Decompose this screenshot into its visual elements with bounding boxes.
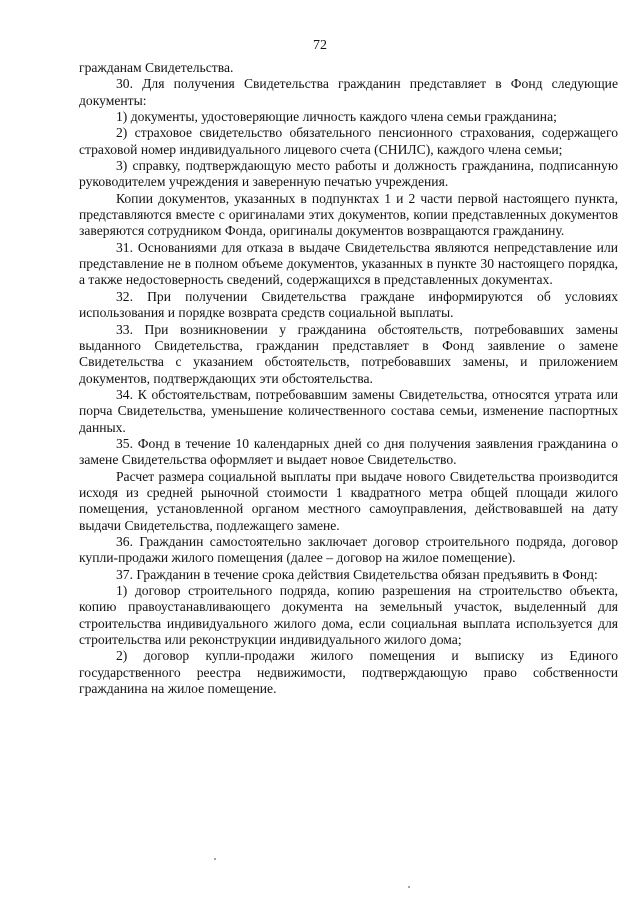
paragraph-item-33: 33. При возникновении у гражданина обстоятельств, потребовавших замены выданного Свидетельства, гражданин представляет в Фонд заявление о замене Свидетельства с указанием обстоятельств, потребовавших замены, и приложением документов, подтверждающих эти обстоятельства. <box>79 321 618 386</box>
paragraph-item-35-calculation: Расчет размера социальной выплаты при выдаче нового Свидетельства производится исходя из средней рыночной стоимости 1 квадратного метра общей площади жилого помещения, установленной органом местного самоуправления, действовавшей на дату выдачи Свидетельства, подлежащего замене. <box>79 468 618 533</box>
scan-speck <box>214 858 216 860</box>
scan-speck <box>408 886 410 888</box>
paragraph-item-31: 31. Основаниями для отказа в выдаче Свидетельства являются непредставление или представление не в полном объеме документов, указанных в пункте 30 настоящего порядка, а также недостоверность сведений, содержащихся в представленных документах. <box>79 239 618 288</box>
paragraph-item-37-sub-2: 2) договор купли-продажи жилого помещения и выписку из Единого государственного реестра недвижимости, подтверждающую право собственности гражданина на жилое помещение. <box>79 648 618 697</box>
paragraph-item-34: 34. К обстоятельствам, потребовавшим замены Свидетельства, относятся утрата или порча Свидетельства, уменьшение количественного состава семьи, изменение паспортных данных. <box>79 386 618 435</box>
paragraph-item-30-sub-2: 2) страховое свидетельство обязательного пенсионного страхования, содержащего страховой номер индивидуального лицевого счета (СНИЛС), каждого члена семьи; <box>79 125 618 157</box>
paragraph-item-30-sub-3: 3) справку, подтверждающую место работы и должность гражданина, подписанную руководителем учреждения и заверенную печатью учреждения. <box>79 158 618 190</box>
paragraph-item-37-sub-1: 1) договор строительного подряда, копию разрешения на строительство объекта, копию правоустанавливающего документа на земельный участок, выделенный для строительства индивидуального жилого дома, если социальная выплата используется для строительства или реконструкции индивидуального жилого дома; <box>79 583 618 648</box>
paragraph-item-30-sub-1: 1) документы, удостоверяющие личность каждого члена семьи гражданина; <box>116 109 557 125</box>
paragraph-item-30: 30. Для получения Свидетельства гражданин представляет в Фонд следующие документы: <box>79 76 618 108</box>
document-body <box>79 60 618 697</box>
paragraph-item-32: 32. При получении Свидетельства граждане информируются об условиях использования и порядке возврата средств социальной выплаты. <box>79 288 618 321</box>
paragraph-item-35: 35. Фонд в течение 10 календарных дней со дня получения заявления гражданина о замене Свидетельства оформляет и выдает новое Свидетельство. <box>79 435 618 468</box>
paragraph-item-37: 37. Гражданин в течение срока действия Свидетельства обязан предъявить в Фонд: <box>116 566 598 582</box>
paragraph-continuation: гражданам Свидетельства. <box>79 60 234 75</box>
paragraph-item-36: 36. Гражданин самостоятельно заключает договор строительного подряда, договор купли-продажи жилого помещения (далее – договор на жилое помещение). <box>79 533 618 566</box>
paragraph-item-30-copies: Копии документов, указанных в подпунктах 1 и 2 части первой настоящего пункта, представляются вместе с оригиналами этих документов, копии представленных документов заверяются сотрудником Фонда, оригиналы документов возвращаются гражданину. <box>79 190 618 239</box>
page-number: 72 <box>313 38 327 53</box>
